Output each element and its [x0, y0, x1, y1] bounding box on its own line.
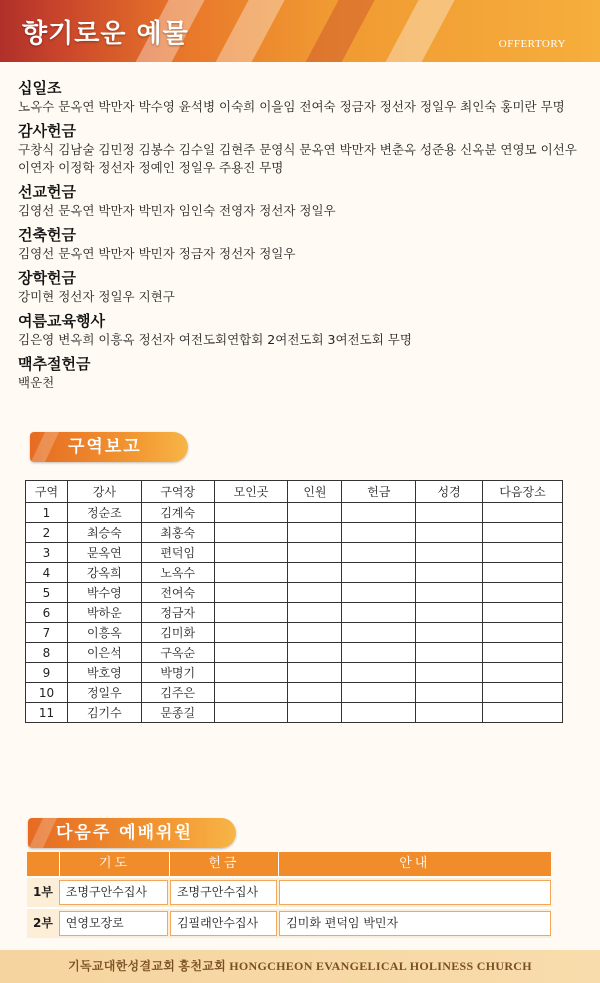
table-cell: [483, 523, 563, 543]
table-cell: [288, 523, 342, 543]
table-cell: 강옥희: [67, 563, 141, 583]
column-header: 안내: [399, 856, 431, 871]
table-cell: 문종길: [141, 703, 214, 723]
offering-list: [18, 78, 588, 397]
zone-report-table: [25, 480, 563, 723]
table-cell: [416, 643, 483, 663]
offering-title: 장학헌금: [18, 269, 76, 287]
next-week-label-text: 다음주 예배위원: [56, 823, 193, 843]
table-cell: 9: [26, 663, 68, 683]
table-cell: [483, 503, 563, 523]
table-cell: 6: [26, 603, 68, 623]
column-header: 구역: [26, 481, 68, 503]
table-cell: [214, 683, 288, 703]
table-cell: [483, 603, 563, 623]
table-cell: 5: [26, 583, 68, 603]
column-header: 모인곳: [214, 481, 288, 503]
table-header-row: [26, 481, 563, 503]
table-cell: [342, 623, 416, 643]
offering-title: 여름교육행사: [18, 312, 105, 330]
table-cell: 이흥옥: [67, 623, 141, 643]
offering-names: 구창식 김남술 김민정 김봉수 김수일 김현주 문영식 문옥연 박만자 변춘옥 성준용 신옥분 연영모 이선우 이연자 이정학 정선자 정예인 정일우 주용진 무명: [18, 142, 577, 175]
column-header: 헌금: [342, 481, 416, 503]
table-cell: [416, 623, 483, 643]
table-cell: 박하운: [67, 603, 141, 623]
table-cell: [214, 523, 288, 543]
table-cell: 박명기: [141, 663, 214, 683]
table-row: [26, 603, 563, 623]
table-cell: [483, 583, 563, 603]
table-cell: 4: [26, 563, 68, 583]
table-header-row: [27, 852, 551, 876]
offering-title: 감사헌금: [18, 122, 76, 140]
offering-section-summer-education: [18, 311, 588, 349]
table-row: [26, 503, 563, 523]
next-week-label: [28, 818, 236, 848]
table-cell: 이은석: [67, 643, 141, 663]
table-row: [27, 907, 551, 938]
table-cell: 김미화: [141, 623, 214, 643]
table-cell: 최홍숙: [141, 523, 214, 543]
table-cell: 전여숙: [141, 583, 214, 603]
table-cell: [214, 543, 288, 563]
zone-report-label: [30, 432, 188, 462]
guide-cell: [279, 880, 551, 905]
table-cell: [214, 563, 288, 583]
column-header: 기도: [60, 852, 170, 876]
column-header: 헌금: [170, 852, 278, 876]
offering-title: 십일조: [18, 79, 62, 97]
table-cell: 문옥연: [67, 543, 141, 563]
offering-section-scholarship: [18, 268, 588, 306]
table-cell: 박수영: [67, 583, 141, 603]
column-header: 성경: [416, 481, 483, 503]
table-cell: 11: [26, 703, 68, 723]
table-cell: 정일우: [67, 683, 141, 703]
table-cell: [416, 663, 483, 683]
table-cell: [416, 703, 483, 723]
column-header: 인원: [288, 481, 342, 503]
table-row: [26, 523, 563, 543]
table-cell: [288, 583, 342, 603]
table-row: [26, 583, 563, 603]
offering-section-harvest: [18, 354, 588, 392]
offering-title: 건축헌금: [18, 226, 76, 244]
table-cell: [416, 583, 483, 603]
table-cell: 3: [26, 543, 68, 563]
table-row: [26, 563, 563, 583]
table-cell: [288, 543, 342, 563]
table-cell: 2: [26, 523, 68, 543]
table-row: [26, 683, 563, 703]
table-cell: [288, 623, 342, 643]
table-cell: [288, 683, 342, 703]
table-row: [27, 876, 551, 907]
table-row: [26, 543, 563, 563]
banner-stripe: [201, 0, 295, 62]
table-cell: [288, 503, 342, 523]
table-cell: [342, 583, 416, 603]
table-cell: 10: [26, 683, 68, 703]
table-cell: 1: [26, 503, 68, 523]
next-week-table: [27, 852, 551, 938]
table-cell: 박호영: [67, 663, 141, 683]
table-cell: [342, 683, 416, 703]
table-cell: 정금자: [141, 603, 214, 623]
table-cell: [214, 663, 288, 683]
table-cell: 김주은: [141, 683, 214, 703]
column-header: 다음장소: [483, 481, 563, 503]
table-row: [26, 703, 563, 723]
table-cell: 최승숙: [67, 523, 141, 543]
table-row: [26, 623, 563, 643]
offering-section-tithe: [18, 78, 588, 116]
table-cell: 김기수: [67, 703, 141, 723]
guide-cell: 김미화 편덕임 박민자: [279, 911, 551, 936]
offering-title: 맥추절헌금: [18, 355, 91, 373]
offering-title: 선교헌금: [18, 183, 76, 201]
table-cell: 8: [26, 643, 68, 663]
pill-stripe: [29, 818, 57, 848]
table-cell: [416, 523, 483, 543]
table-cell: [416, 503, 483, 523]
offering-names: 백운천: [18, 375, 55, 390]
banner-stripe: [371, 0, 465, 62]
table-cell: [288, 603, 342, 623]
table-cell: [214, 623, 288, 643]
church-footer: 기독교대한성결교회 홍천교회 HONGCHEON EVANGELICAL HOLINESS CHURCH: [0, 950, 600, 983]
table-cell: [288, 643, 342, 663]
pill-stripe: [31, 432, 59, 462]
zone-report-label-text: 구역보고: [68, 437, 142, 457]
table-cell: [288, 663, 342, 683]
table-cell: [416, 603, 483, 623]
offering-cell: 김필래안수집사: [170, 911, 277, 936]
table-cell: [214, 583, 288, 603]
table-cell: [416, 683, 483, 703]
table-cell: 7: [26, 623, 68, 643]
table-cell: [214, 643, 288, 663]
table-cell: [214, 603, 288, 623]
column-header-blank: [27, 852, 60, 876]
table-cell: [342, 563, 416, 583]
column-header: 구역장: [141, 481, 214, 503]
table-cell: [288, 703, 342, 723]
table-cell: [342, 603, 416, 623]
banner-stripe: [291, 0, 385, 62]
table-cell: [483, 643, 563, 663]
offering-section-thanks: [18, 121, 588, 177]
table-cell: [288, 563, 342, 583]
zone-report-body: [26, 503, 563, 723]
table-cell: [214, 503, 288, 523]
table-cell: 구옥순: [141, 643, 214, 663]
table-cell: [483, 683, 563, 703]
table-cell: [483, 703, 563, 723]
table-cell: [483, 663, 563, 683]
table-cell: [483, 563, 563, 583]
header-banner: [0, 0, 600, 62]
table-row: [26, 643, 563, 663]
table-cell: [342, 523, 416, 543]
table-cell: [416, 563, 483, 583]
table-cell: [214, 703, 288, 723]
offering-cell: 조명구안수집사: [170, 880, 277, 905]
prayer-cell: 연영모장로: [59, 911, 168, 936]
table-cell: [342, 643, 416, 663]
offering-names: 김은영 변옥희 이흥옥 정선자 여전도회연합회 2여전도회 3여전도회 무명: [18, 332, 412, 347]
offering-section-building: [18, 225, 588, 263]
table-cell: [342, 543, 416, 563]
offering-names: 강미현 정선자 정일우 지현구: [18, 289, 175, 304]
page-subtitle: OFFERTORY: [498, 38, 566, 50]
prayer-cell: 조명구안수집사: [59, 880, 168, 905]
offering-section-mission: [18, 182, 588, 220]
table-cell: [416, 543, 483, 563]
offering-names: 김영선 문옥연 박만자 박민자 임인숙 전영자 정선자 정일우: [18, 203, 336, 218]
offering-names: 노옥수 문옥연 박만자 박수영 윤석병 이숙희 이을임 전여숙 정금자 정선자 정일우 최인숙 홍미란 무명: [18, 99, 565, 114]
table-cell: 편덕임: [141, 543, 214, 563]
table-cell: 정순조: [67, 503, 141, 523]
column-header: 강사: [67, 481, 141, 503]
page-title: 향기로운 예물: [22, 19, 189, 49]
table-cell: [342, 703, 416, 723]
service-part: 1부: [33, 885, 53, 899]
table-cell: [483, 543, 563, 563]
table-row: [26, 663, 563, 683]
service-part: 2부: [33, 916, 53, 930]
offering-names: 김영선 문옥연 박만자 박민자 정금자 정선자 정일우: [18, 246, 296, 261]
table-cell: [483, 623, 563, 643]
table-cell: [342, 663, 416, 683]
table-cell: 노옥수: [141, 563, 214, 583]
table-cell: [342, 503, 416, 523]
table-cell: 김계숙: [141, 503, 214, 523]
